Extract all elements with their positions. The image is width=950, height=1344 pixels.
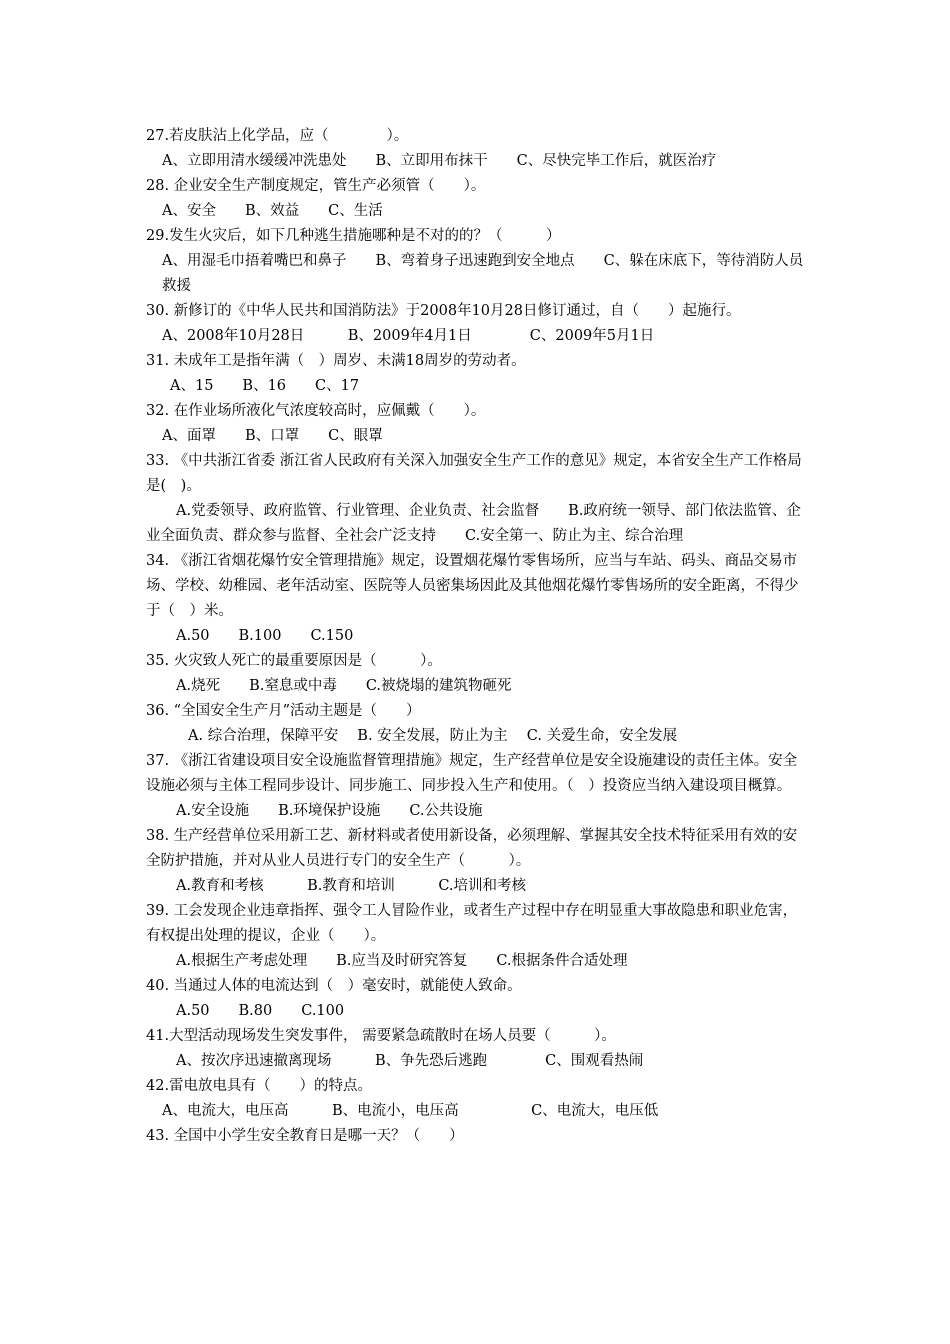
question-stem: 31. 未成年工是指年满（ ）周岁、未满18周岁的劳动者。 bbox=[146, 353, 526, 369]
question-stem: 41.大型活动现场发生突发事件， 需要紧急疏散时在场人员要（ ）。 bbox=[146, 1028, 616, 1044]
question-36 bbox=[146, 699, 810, 749]
question-options: A、面罩 B、口罩 C、眼罩 bbox=[162, 428, 383, 444]
question-options: A、15 B、16 C、17 bbox=[170, 378, 360, 394]
question-43 bbox=[146, 1124, 810, 1149]
question-stem: 40. 当通过人体的电流达到（ ）毫安时，就能使人致命。 bbox=[146, 978, 522, 994]
question-stem: 36. “全国安全生产月”活动主题是（ ） bbox=[146, 703, 421, 719]
question-options: A、用湿毛巾捂着嘴巴和鼻子 B、弯着身子迅速跑到安全地点 C、躲在床底下，等待消防人员救援 bbox=[162, 253, 804, 294]
question-stem: 33. 《中共浙江省委 浙江省人民政府有关深入加强安全生产工作的意见》规定，本省安全生产工作格局是( )。 bbox=[146, 453, 802, 494]
question-29 bbox=[146, 224, 810, 299]
question-34 bbox=[146, 549, 810, 649]
question-30 bbox=[146, 299, 810, 349]
question-stem: 34. 《浙江省烟花爆竹安全管理措施》规定，设置烟花爆竹零售场所，应当与车站、码头、商品交易市场、学校、幼稚园、老年活动室、医院等人员密集场因此及其他烟花爆竹零售场所的安全距离，不得少于（ ）米。 bbox=[146, 553, 799, 619]
question-stem: 43. 全国中小学生安全教育日是哪一天？（ ） bbox=[146, 1128, 464, 1144]
question-27 bbox=[146, 124, 810, 174]
question-options: A. 综合治理，保障平安 B. 安全发展，防止为主 C. 关爱生命，安全发展 bbox=[188, 728, 678, 744]
question-options: A.根据生产考虑处理 B.应当及时研究答复 C.根据条件合适处理 bbox=[176, 953, 628, 969]
question-list bbox=[146, 124, 810, 1149]
question-options: A、2008年10月28日 B、2009年4月1日 C、2009年5月1日 bbox=[162, 328, 655, 344]
question-stem: 30. 新修订的《中华人民共和国消防法》于2008年10月28日修订通过，自（ ）起施行。 bbox=[146, 303, 741, 319]
question-37 bbox=[146, 749, 810, 824]
question-stem: 35. 火灾致人死亡的最重要原因是（ ）。 bbox=[146, 653, 442, 669]
question-options: A、立即用清水缓缓冲洗患处 B、立即用布抹干 C、尽快完毕工作后，就医治疗 bbox=[162, 153, 717, 169]
question-options: A.烧死 B.窒息或中毒 C.被烧塌的建筑物砸死 bbox=[176, 678, 512, 694]
question-38 bbox=[146, 824, 810, 899]
question-options: A.教育和考核 B.教育和培训 C.培训和考核 bbox=[176, 878, 527, 894]
question-stem: 37. 《浙江省建设项目安全设施监督管理措施》规定，生产经营单位是安全设施建设的责任主体。安全设施必须与主体工程同步设计、同步施工、同步投入生产和使用。（ ）投资应当纳入建设项目概算。 bbox=[146, 753, 798, 794]
question-41 bbox=[146, 1024, 810, 1074]
question-options: A、安全 B、效益 C、生活 bbox=[162, 203, 383, 219]
question-stem: 42.雷电放电具有（ ）的特点。 bbox=[146, 1078, 373, 1094]
question-35 bbox=[146, 649, 810, 699]
question-options: A、按次序迅速撤离现场 B、争先恐后逃跑 C、围观看热闹 bbox=[176, 1053, 644, 1069]
question-stem: 28. 企业安全生产制度规定，管生产必须管（ ）。 bbox=[146, 178, 486, 194]
question-stem: 27.若皮肤沾上化学品，应（ ）。 bbox=[146, 128, 409, 144]
question-options: A.安全设施 B.环境保护设施 C.公共设施 bbox=[176, 803, 483, 819]
question-options: A、电流大，电压高 B、电流小，电压高 C、电流大，电压低 bbox=[162, 1103, 659, 1119]
question-stem: 32. 在作业场所液化气浓度较高时，应佩戴（ ）。 bbox=[146, 403, 486, 419]
question-options: A.党委领导、政府监管、行业管理、企业负责、社会监督 B.政府统一领导、部门依法监管、企业全面负责、群众参与监督、全社会广泛支持 C.安全第一、防止为主、综合治理 bbox=[146, 503, 801, 544]
question-42 bbox=[146, 1074, 810, 1124]
question-28 bbox=[146, 174, 810, 224]
question-options: A.50 B.100 C.150 bbox=[176, 628, 354, 644]
question-31 bbox=[146, 349, 810, 399]
question-stem: 38. 生产经营单位采用新工艺、新材料或者使用新设备，必须理解、掌握其安全技术特征采用有效的安全防护措施，并对从业人员进行专门的安全生产（ ）。 bbox=[146, 828, 798, 869]
question-stem: 39. 工会发现企业违章指挥、强令工人冒险作业，或者生产过程中存在明显重大事故隐患和职业危害，有权提出处理的提议，企业（ ）。 bbox=[146, 903, 798, 944]
question-40 bbox=[146, 974, 810, 1024]
question-39 bbox=[146, 899, 810, 974]
question-options: A.50 B.80 C.100 bbox=[176, 1003, 345, 1019]
question-32 bbox=[146, 399, 810, 449]
question-33 bbox=[146, 449, 810, 549]
question-stem: 29.发生火灾后，如下几种逃生措施哪种是不对的的？（ ） bbox=[146, 228, 561, 244]
